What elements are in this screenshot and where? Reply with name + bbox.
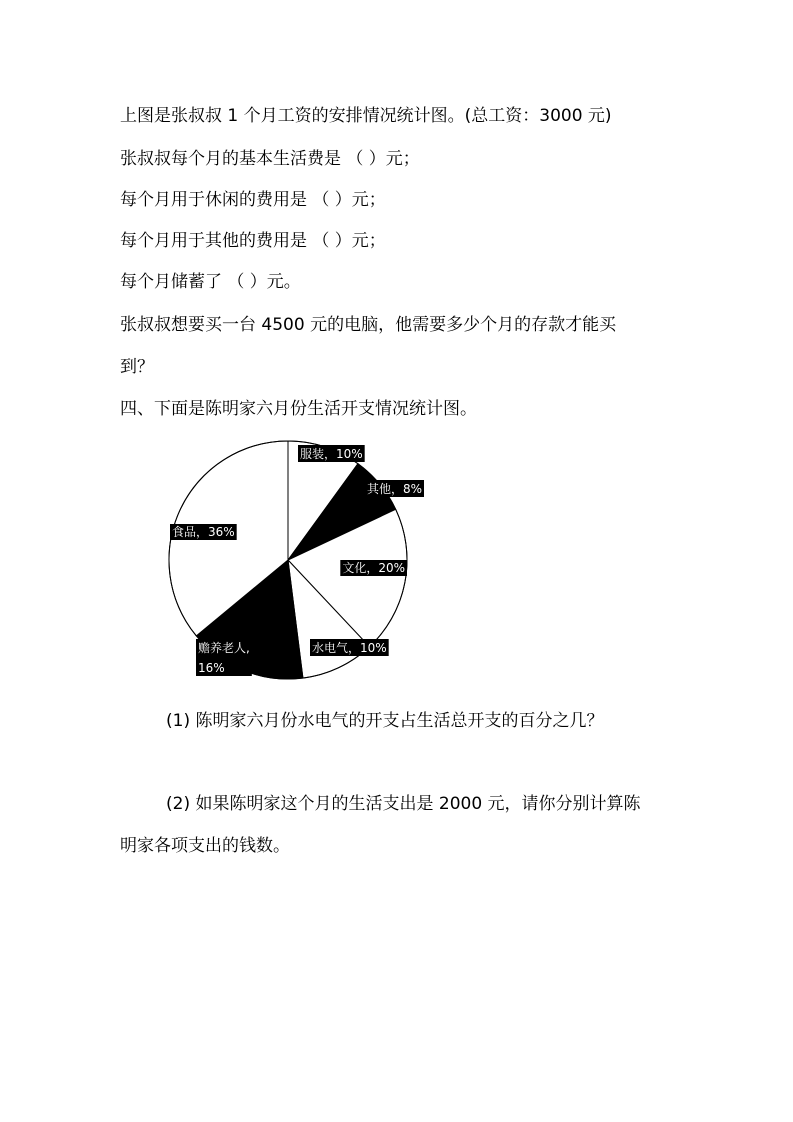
text-line-3: 每个月用于休闲的费用是 （ ）元； — [120, 190, 386, 210]
svg-text:赡养老人,: 赡养老人, — [198, 641, 250, 655]
pie-label-culture — [340, 560, 407, 576]
svg-text:其他，8%: 其他，8% — [366, 482, 422, 496]
text-line-4: 每个月用于其他的费用是 （ ）元； — [120, 231, 386, 251]
text-line-2: 张叔叔每个月的基本生活费是 （ ）元； — [120, 149, 420, 169]
svg-text:服装，10%: 服装，10% — [300, 447, 363, 461]
pie-label-other — [365, 480, 424, 497]
svg-text:水电气，10%: 水电气，10% — [312, 641, 387, 655]
svg-text:食品，36%: 食品，36% — [172, 525, 235, 539]
text-line-1: 上图是张叔叔 1 个月工资的安排情况统计图。(总工资：3000 元) — [120, 106, 612, 126]
text-line-5: 每个月储蓄了 （ ）元。 — [120, 272, 301, 292]
svg-text:文化，20%: 文化，20% — [342, 561, 405, 575]
pie-chart — [150, 430, 430, 690]
pie-label-elderly-support — [196, 639, 252, 676]
question-2-line-1: (2) 如果陈明家这个月的生活支出是 2000 元，请你分别计算陈 — [166, 794, 641, 814]
section-heading-4: 四、下面是陈明家六月份生活开支情况统计图。 — [120, 399, 477, 419]
question-2-line-2: 明家各项支出的钱数。 — [120, 836, 290, 856]
pie-label-food — [170, 524, 237, 540]
pie-label-clothing — [298, 445, 365, 462]
question-1: (1) 陈明家六月份水电气的开支占生活总开支的百分之几？ — [166, 711, 604, 731]
svg-text:16%: 16% — [198, 661, 225, 675]
text-line-6: 张叔叔想要买一台 4500 元的电脑，他需要多少个月的存款才能买 — [120, 315, 617, 335]
text-line-7: 到？ — [120, 357, 154, 377]
pie-label-utilities — [310, 639, 389, 656]
